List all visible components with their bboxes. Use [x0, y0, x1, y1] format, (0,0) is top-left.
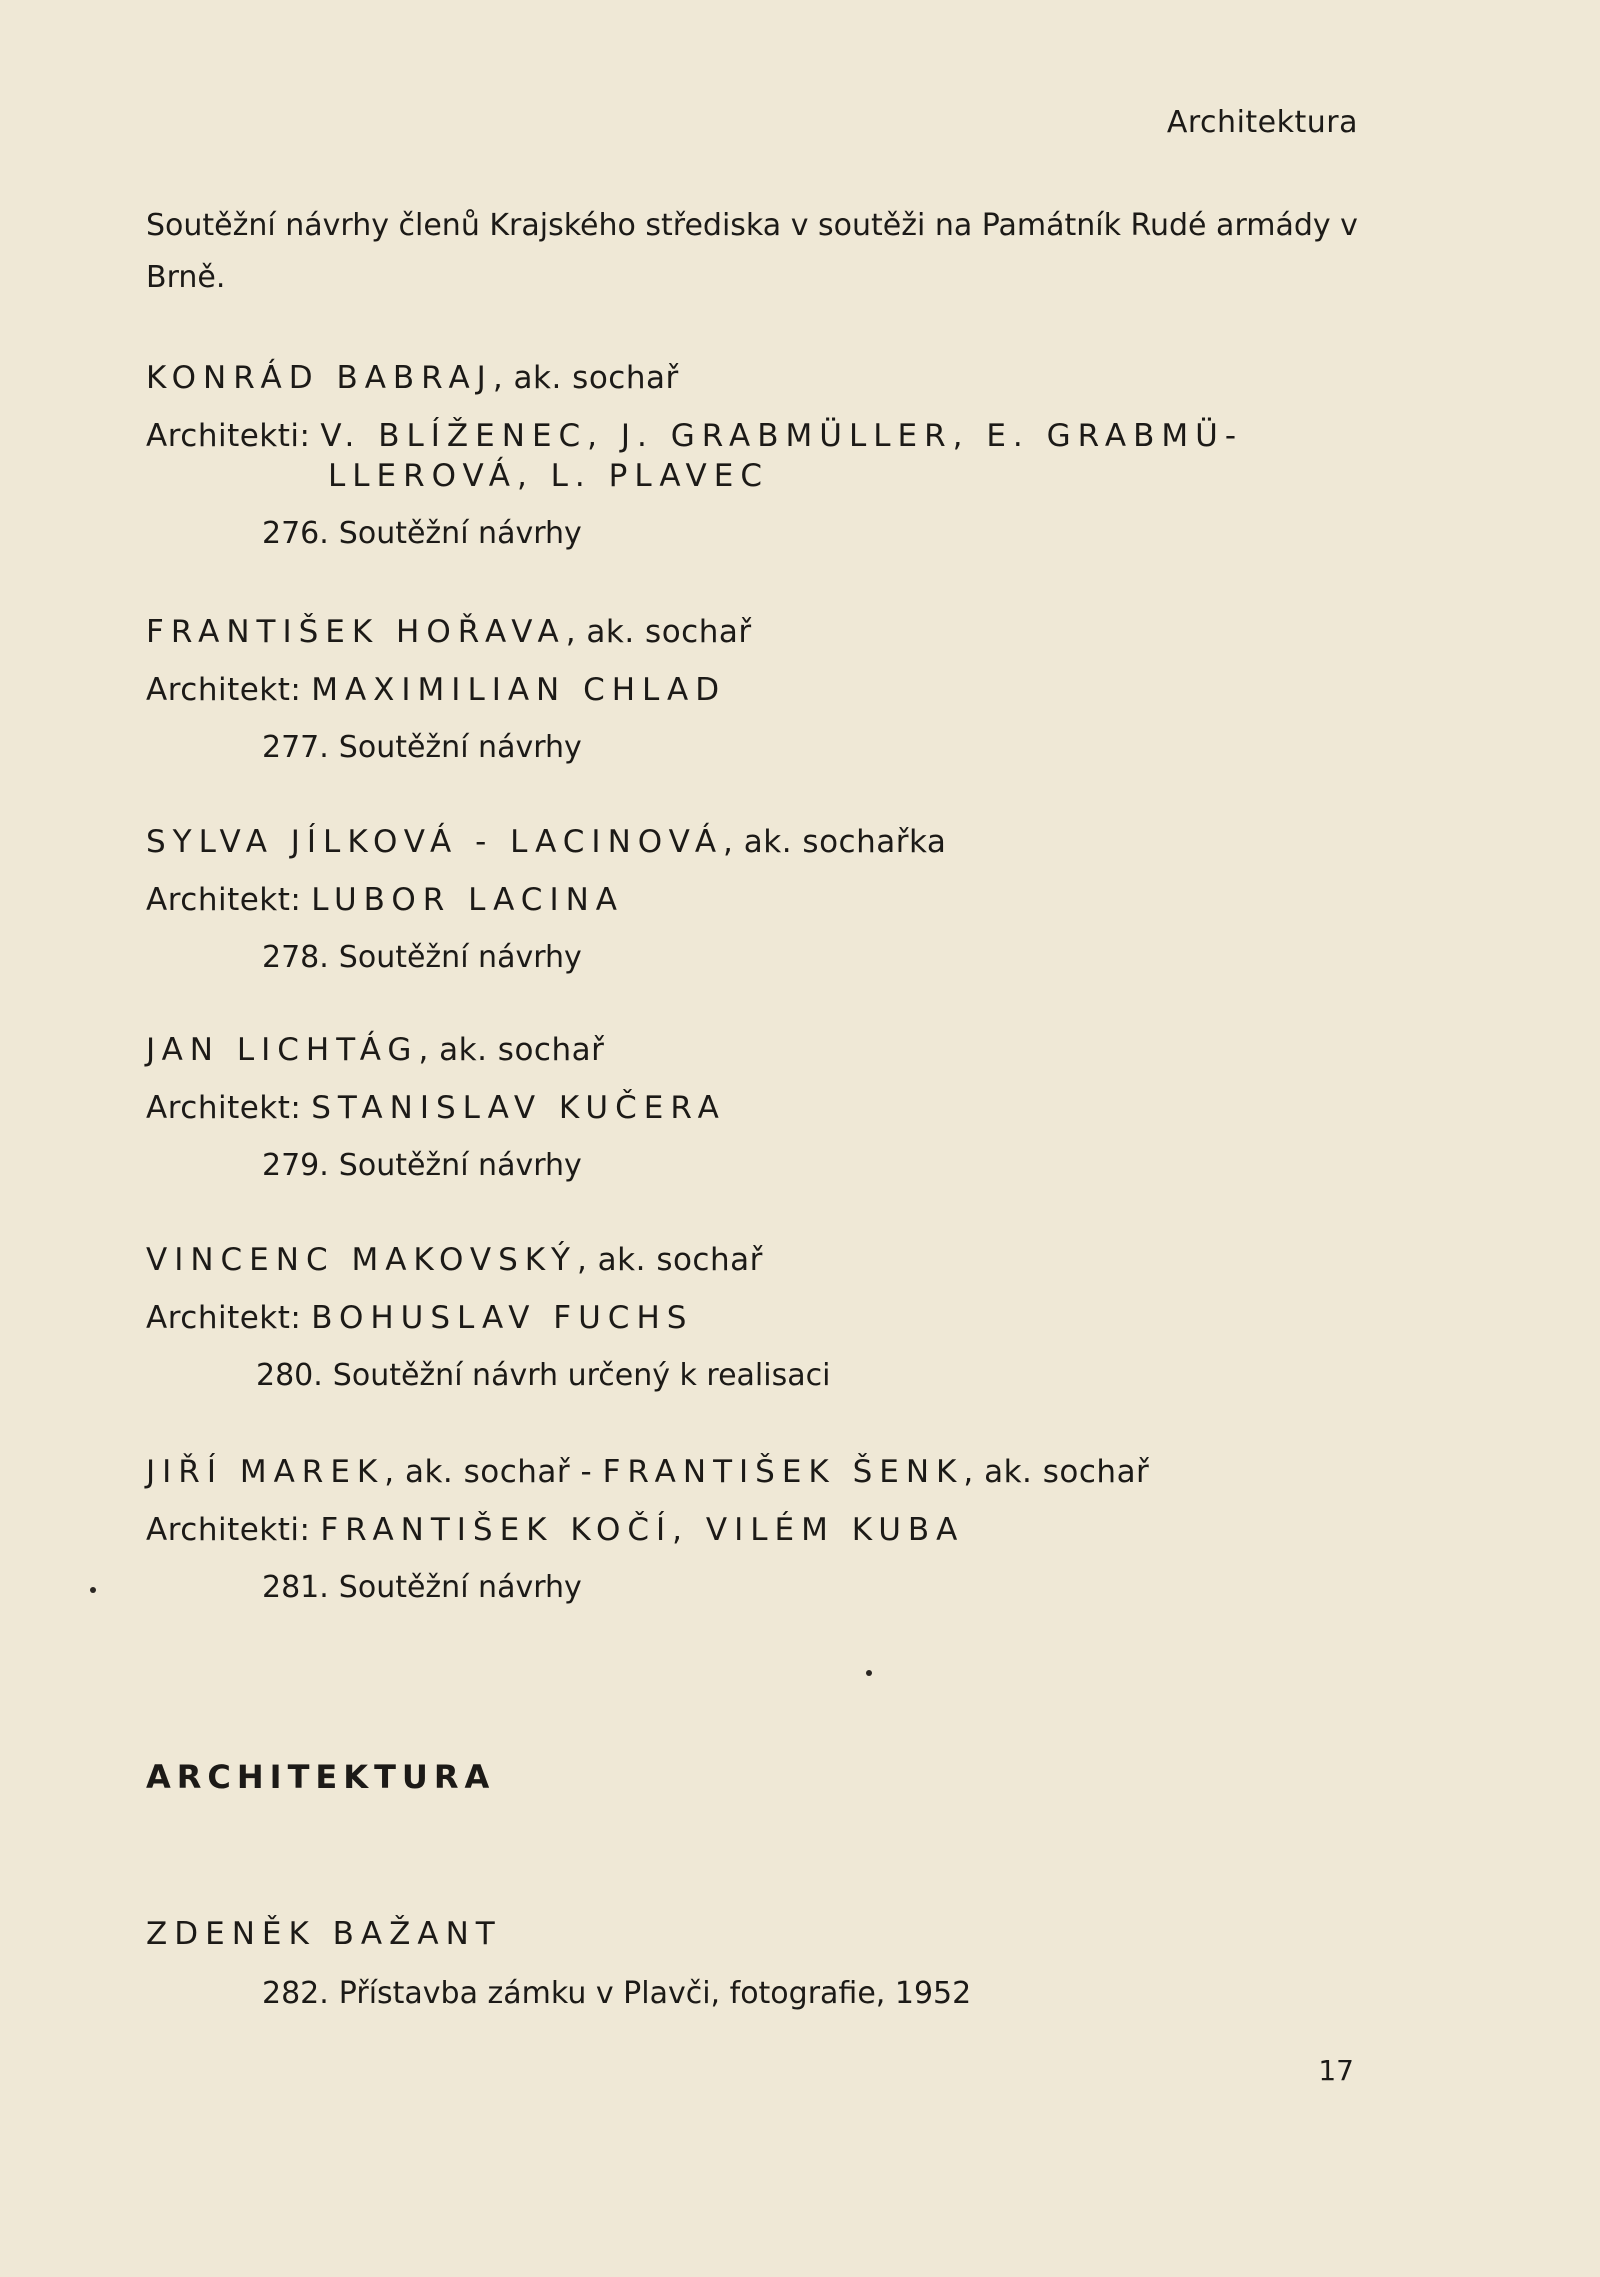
catalog-entry — [146, 1240, 1406, 1396]
artist-name: JAN LICHTÁG — [146, 1032, 419, 1068]
catalog-entry — [146, 1030, 1406, 1186]
item-line — [146, 514, 1406, 554]
architect-names-continued: LLEROVÁ, L. PLAVEC — [328, 458, 769, 494]
item-number: 276. — [262, 516, 329, 551]
second-artist-role: , ak. sochař — [963, 1454, 1150, 1490]
catalog-entry — [146, 822, 1406, 978]
artist-line — [146, 1240, 1406, 1280]
item-line — [146, 728, 1406, 768]
section-heading: ARCHITEKTURA — [146, 1758, 496, 1796]
architect-label: Architekt: — [146, 1300, 302, 1336]
item-number: 277. — [262, 730, 329, 765]
item-line — [146, 1974, 1406, 2014]
artist-role: , ak. sochař — [565, 614, 752, 650]
artist-name: FRANTIŠEK HOŘAVA — [146, 614, 566, 650]
item-text: Soutěžní návrhy — [338, 730, 582, 765]
artist-line — [146, 358, 1406, 398]
artist-line — [146, 612, 1406, 652]
artist-line — [146, 1030, 1406, 1070]
artist-role: , ak. sochař — [492, 360, 679, 396]
item-text: Přístavba zámku v Plavči, fotografie, 1952 — [338, 1976, 972, 2011]
architect-line — [146, 1298, 1406, 1338]
item-number: 281. — [262, 1570, 329, 1605]
artist-separator: - — [570, 1454, 603, 1490]
architect-names: V. BLÍŽENEC, J. GRABMÜLLER, E. GRABMÜ- — [320, 418, 1244, 454]
running-head: Architektura — [1166, 105, 1358, 140]
catalog-entry — [146, 612, 1406, 768]
architect-line — [146, 880, 1406, 920]
intro-paragraph: Soutěžní návrhy členů Krajského střediska v soutěži na Památník Rudé armády v Brně. — [146, 208, 1358, 295]
item-line — [146, 1356, 1406, 1396]
architect-label: Architekt: — [146, 1090, 302, 1126]
print-speck — [90, 1587, 96, 1593]
item-number: 282. — [262, 1976, 329, 2011]
item-line — [146, 1146, 1406, 1186]
item-text: Soutěžní návrhy — [338, 1570, 582, 1605]
artist-line — [146, 1452, 1406, 1492]
item-text: Soutěžní návrhy — [338, 516, 582, 551]
item-text: Soutěžní návrhy — [338, 940, 582, 975]
artist-role: , ak. sochař — [384, 1454, 571, 1490]
architect-label: Architekti: — [146, 1512, 311, 1548]
architect-names: LUBOR LACINA — [311, 882, 624, 918]
architect-line — [146, 670, 1406, 710]
artist-role: , ak. sochařka — [723, 824, 947, 860]
item-number: 279. — [262, 1148, 329, 1183]
second-artist-name: FRANTIŠEK ŠENK — [602, 1454, 964, 1490]
page-number: 17 — [1318, 2054, 1354, 2087]
item-line — [146, 938, 1406, 978]
artist-role: , ak. sochař — [576, 1242, 763, 1278]
architect-label: Architekt: — [146, 672, 302, 708]
artist-role: , ak. sochař — [418, 1032, 605, 1068]
artist-name: JIŘÍ MAREK — [146, 1454, 385, 1490]
architect-label: Architekti: — [146, 418, 311, 454]
item-text: Soutěžní návrhy — [338, 1148, 582, 1183]
architect-label: Architekt: — [146, 882, 302, 918]
artist-name: ZDENĚK BAŽANT — [146, 1916, 502, 1952]
artist-name: VINCENC MAKOVSKÝ — [146, 1242, 577, 1278]
artist-name: KONRÁD BABRAJ — [146, 360, 493, 396]
artist-line — [146, 1914, 1406, 1954]
architect-names: BOHUSLAV FUCHS — [311, 1300, 694, 1336]
item-number: 278. — [262, 940, 329, 975]
item-number: 280. — [256, 1358, 323, 1393]
architect-names: FRANTIŠEK KOČÍ, VILÉM KUBA — [320, 1512, 965, 1548]
item-line — [146, 1568, 1406, 1608]
item-text: Soutěžní návrh určený k realisaci — [332, 1358, 831, 1393]
print-speck — [866, 1670, 872, 1676]
artist-line — [146, 822, 1406, 862]
architect-line — [146, 1088, 1406, 1128]
architect-line — [146, 416, 1406, 496]
architect-names: STANISLAV KUČERA — [311, 1090, 726, 1126]
architect-names: MAXIMILIAN CHLAD — [311, 672, 727, 708]
catalog-entry — [146, 1452, 1406, 1608]
catalog-entry — [146, 358, 1406, 554]
catalog-entry — [146, 1914, 1406, 2014]
architect-line — [146, 1510, 1406, 1550]
artist-name: SYLVA JÍLKOVÁ - LACINOVÁ — [146, 824, 724, 860]
